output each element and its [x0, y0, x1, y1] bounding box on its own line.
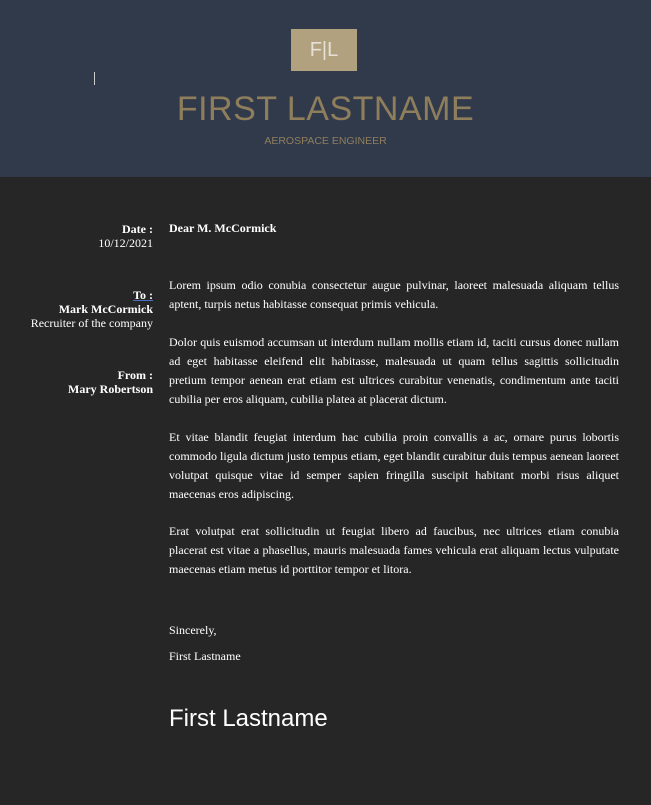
applicant-name: FIRST LASTNAME — [176, 90, 475, 128]
date-value: 10/12/2021 — [98, 236, 153, 250]
closing: Sincerely, — [169, 623, 217, 637]
header — [0, 0, 651, 177]
paragraph-2: Dolor quis euismod accumsan ut interdum nullam mollis etiam id, taciti cursus donec nullam ad eget habitasse eleifend elit habitasse, malesuada ut quam tellus sagittis sollicitudin pretium tempor aenean erat etiam est ultrices curabitur venenatis, condimentum ante taciti cubilia per eros aliquam, cubilia platea at placerat dictum. — [169, 335, 619, 406]
job-title: AEROSPACE ENGINEER — [264, 135, 387, 147]
from-label: From : — [117, 368, 153, 382]
paragraph-4: Erat volutpat erat sollicitudin ut feugiat libero ad faucibus, nec ultrices etiam conubia placerat est vitae a phasellus, mauris malesuada fames vehicula erat aliquam lectus vulputate maecenas etiam metus id porttitor tempor et litora. — [169, 524, 619, 576]
paragraph-3: Et vitae blandit feugiat interdum hac cubilia proin convallis a ac, ornare purus lobortis commodo ligula dictum justo tempus etiam, eget blandit curabitur duis tempus aenean laoreet volutpat quisque vitae id semper sapien fringilla suscipit habitant morbi risus aliquet maecenas eros adipiscing. — [169, 430, 619, 501]
paragraph-1: Lorem ipsum odio conubia consectetur augue pulvinar, laoreet malesuada aliquam tellus aptent, turpis netus habitasse consequat primis vehicula. — [169, 278, 619, 311]
date-label: Date : — [122, 222, 153, 236]
recipient-name: Mark McCormick — [58, 302, 153, 316]
sender-name: Mary Robertson — [68, 382, 153, 396]
closing-name: First Lastname — [169, 649, 241, 663]
sender-block — [68, 368, 153, 396]
recipient-block — [31, 288, 153, 330]
monogram-logo: F|L — [291, 29, 357, 71]
signature: First Lastname — [169, 705, 328, 732]
to-label: To : — [133, 288, 153, 302]
date-block — [98, 222, 153, 250]
greeting: Dear M. McCormick — [169, 221, 277, 235]
recipient-role: Recruiter of the company — [30, 316, 153, 330]
text-cursor — [94, 72, 95, 85]
